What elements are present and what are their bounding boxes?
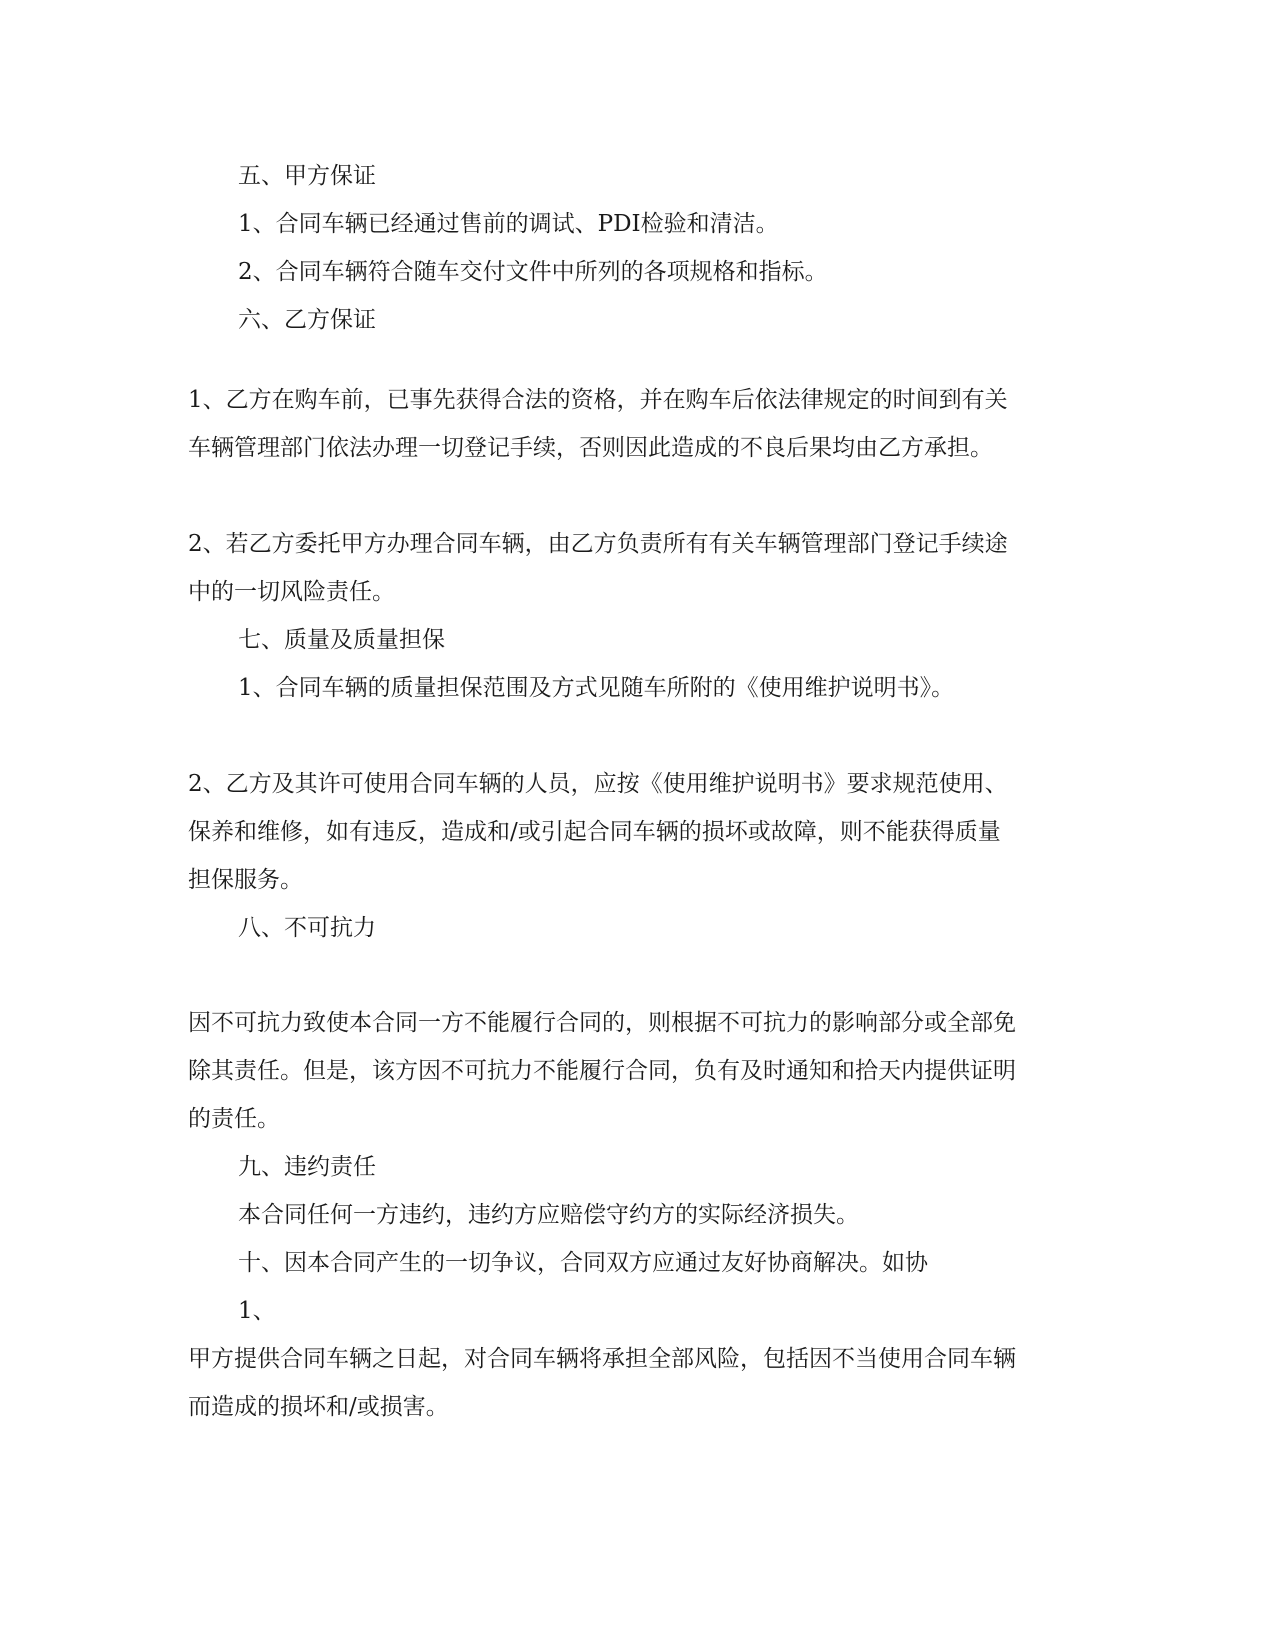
section-6-item-2-line-1: 2、若乙方委托甲方办理合同车辆，由乙方负责所有有关车辆管理部门登记手续途 bbox=[188, 531, 1008, 557]
item-1-body-line-1: 甲方提供合同车辆之日起，对合同车辆将承担全部风险，包括因不当使用合同车辆 bbox=[188, 1346, 1016, 1372]
section-6-item-2-line-2: 中的一切风险责任。 bbox=[188, 579, 395, 605]
section-8-body-line-2: 除其责任。但是，该方因不可抗力不能履行合同，负有及时通知和拾天内提供证明 bbox=[188, 1058, 1016, 1084]
section-8-heading: 八、不可抗力 bbox=[238, 915, 376, 941]
section-5-item-2: 2、合同车辆符合随车交付文件中所列的各项规格和指标。 bbox=[238, 259, 828, 285]
item-1-label: 1、 bbox=[238, 1298, 276, 1324]
section-9-heading: 九、违约责任 bbox=[238, 1154, 376, 1180]
section-6-item-1-line-1: 1、乙方在购车前，已事先获得合法的资格，并在购车后依法律规定的时间到有关 bbox=[188, 387, 1008, 413]
section-7-heading: 七、质量及质量担保 bbox=[238, 627, 445, 653]
section-7-item-1: 1、合同车辆的质量担保范围及方式见随车所附的《使用维护说明书》。 bbox=[238, 675, 955, 701]
section-5-item-1: 1、合同车辆已经通过售前的调试、PDI检验和清洁。 bbox=[238, 211, 779, 237]
section-5-heading: 五、甲方保证 bbox=[238, 163, 376, 189]
section-7-item-2-line-3: 担保服务。 bbox=[188, 867, 303, 893]
section-6-heading: 六、乙方保证 bbox=[238, 307, 376, 333]
section-6-item-1-line-2: 车辆管理部门依法办理一切登记手续，否则因此造成的不良后果均由乙方承担。 bbox=[188, 435, 993, 461]
section-7-item-2-line-2: 保养和维修，如有违反，造成和/或引起合同车辆的损坏或故障，则不能获得质量 bbox=[188, 819, 1001, 845]
section-9-body: 本合同任何一方违约，违约方应赔偿守约方的实际经济损失。 bbox=[238, 1202, 859, 1228]
section-7-item-2-line-1: 2、乙方及其许可使用合同车辆的人员，应按《使用维护说明书》要求规范使用、 bbox=[188, 771, 1008, 797]
section-10-heading: 十、因本合同产生的一切争议，合同双方应通过友好协商解决。如协 bbox=[238, 1250, 928, 1276]
item-1-body-line-2: 而造成的损坏和/或损害。 bbox=[188, 1394, 449, 1420]
section-8-body-line-3: 的责任。 bbox=[188, 1106, 280, 1132]
section-8-body-line-1: 因不可抗力致使本合同一方不能履行合同的，则根据不可抗力的影响部分或全部免 bbox=[188, 1010, 1016, 1036]
